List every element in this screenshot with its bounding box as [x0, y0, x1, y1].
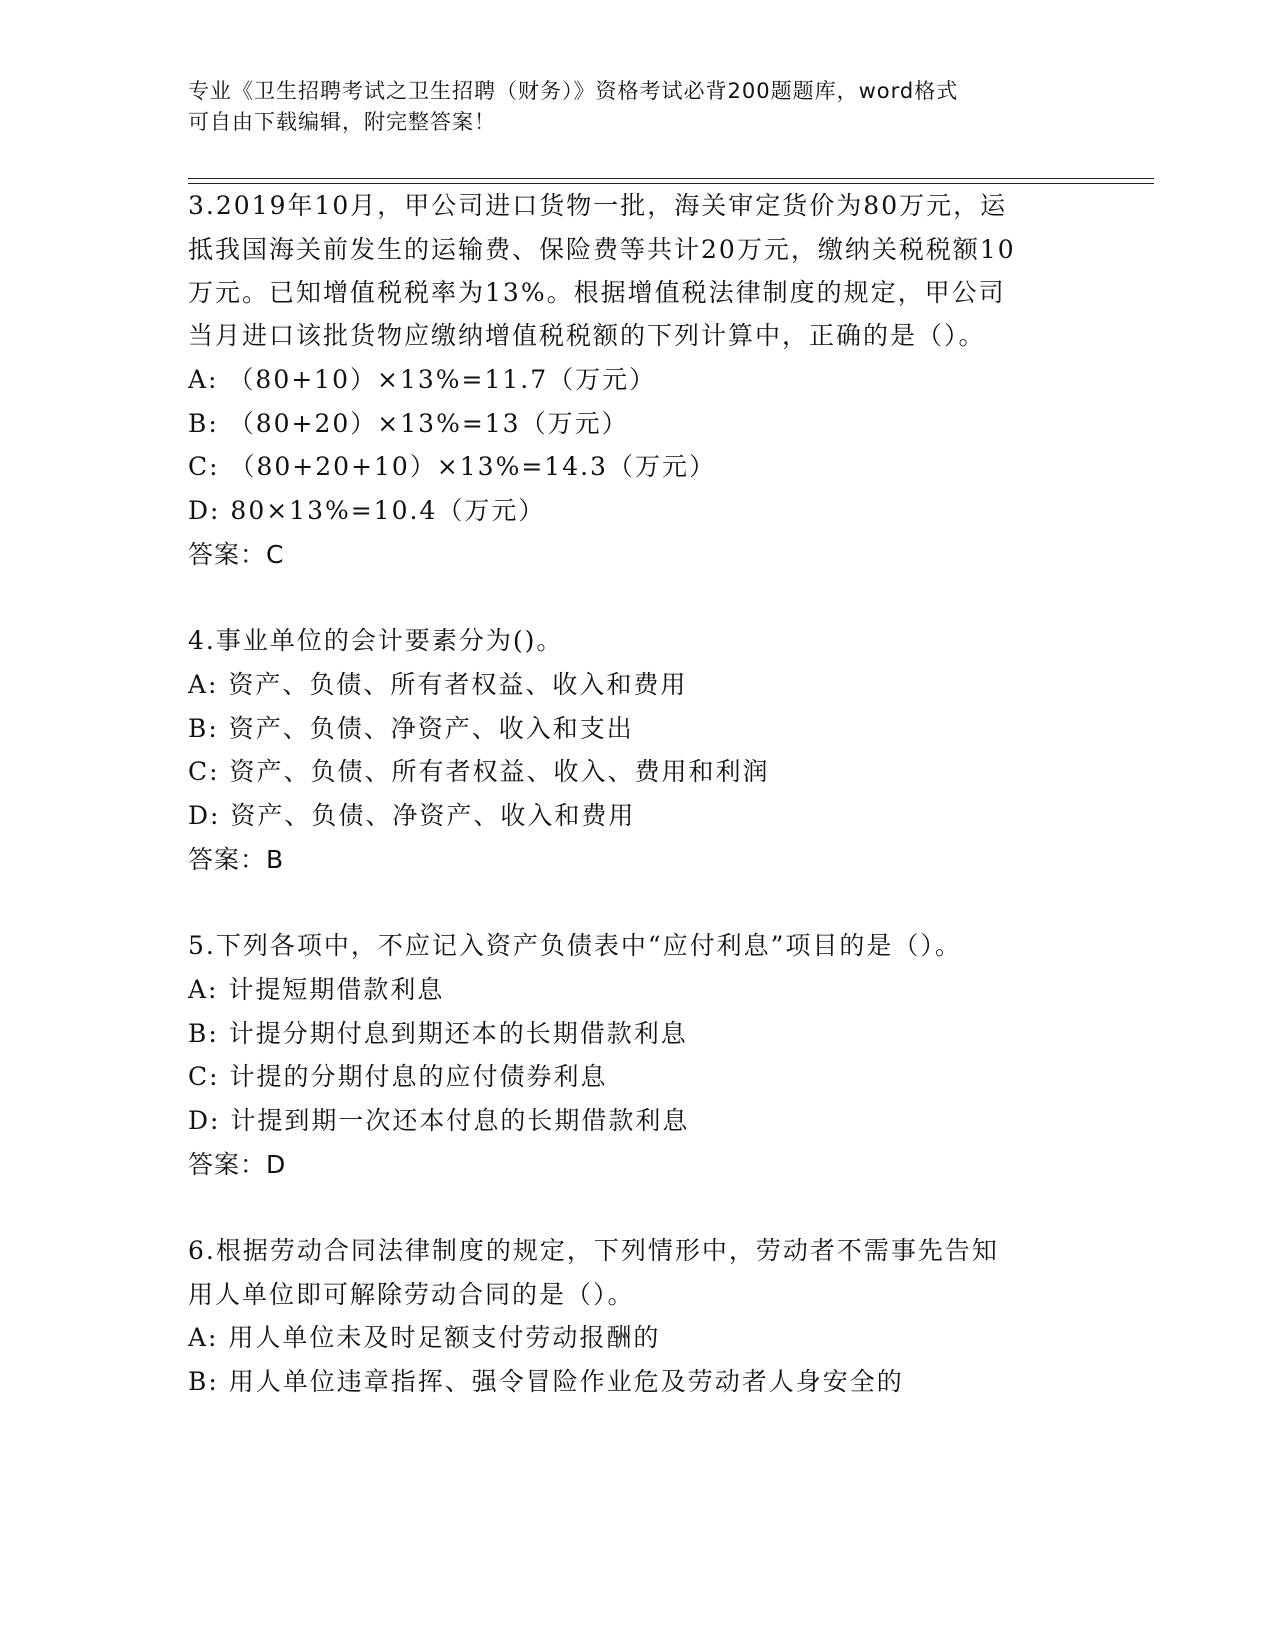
question-text-line: 抵我国海关前发生的运输费、保险费等共计20万元，缴纳关税税额10: [188, 235, 1016, 264]
option-c: C: （80+20+10）×13%=14.3（万元）: [188, 452, 716, 481]
question-text-line: 当月进口该批货物应缴纳增值税税额的下列计算中，正确的是（）。: [188, 321, 986, 350]
question-text-line: 用人单位即可解除劳动合同的是（）。: [188, 1280, 635, 1309]
option-b: B: 用人单位违章指挥、强令冒险作业危及劳动者人身安全的: [188, 1367, 904, 1396]
option-b: B: （80+20）×13%=13（万元）: [188, 409, 629, 438]
header-line-2: 可自由下载编辑，附完整答案！: [188, 110, 496, 134]
question-text-line: 万元。已知增值税税率为13%。根据增值税法律制度的规定，甲公司: [188, 278, 1006, 307]
header-divider-top: [188, 178, 1154, 179]
option-a: A: 计提短期借款利息: [188, 975, 445, 1004]
document-header: [188, 76, 1088, 138]
option-d: D: 80×13%=10.4（万元）: [188, 496, 546, 525]
option-a: A: 资产、负债、所有者权益、收入和费用: [188, 670, 688, 699]
header-divider-bottom: [188, 183, 1154, 184]
option-d: D: 计提到期一次还本付息的长期借款利息: [188, 1106, 690, 1135]
option-c: C: 资产、负债、所有者权益、收入、费用和利润: [188, 757, 770, 786]
question-text-line: 4.事业单位的会计要素分为()。: [188, 626, 564, 655]
option-b: B: 资产、负债、净资产、收入和支出: [188, 714, 634, 743]
option-a: A: 用人单位未及时足额支付劳动报酬的: [188, 1323, 661, 1352]
question-text-line: 3.2019年10月，甲公司进口货物一批，海关审定货价为80万元，运: [188, 191, 1008, 220]
answer-line: 答案：C: [188, 540, 285, 569]
question-text-line: 5.下列各项中，不应记入资产负债表中“应付利息”项目的是（）。: [188, 931, 962, 960]
option-a: A: （80+10）×13%=11.7（万元）: [188, 365, 657, 394]
answer-line: 答案：B: [188, 845, 285, 874]
option-b: B: 计提分期付息到期还本的长期借款利息: [188, 1019, 688, 1048]
option-c: C: 计提的分期付息的应付债券利息: [188, 1062, 608, 1091]
question-text-line: 6.根据劳动合同法律制度的规定，下列情形中，劳动者不需事先告知: [188, 1236, 999, 1265]
answer-line: 答案：D: [188, 1150, 287, 1179]
option-d: D: 资产、负债、净资产、收入和费用: [188, 801, 636, 830]
header-line-1: 专业《卫生招聘考试之卫生招聘（财务）》资格考试必背200题题库，word格式: [188, 79, 959, 103]
